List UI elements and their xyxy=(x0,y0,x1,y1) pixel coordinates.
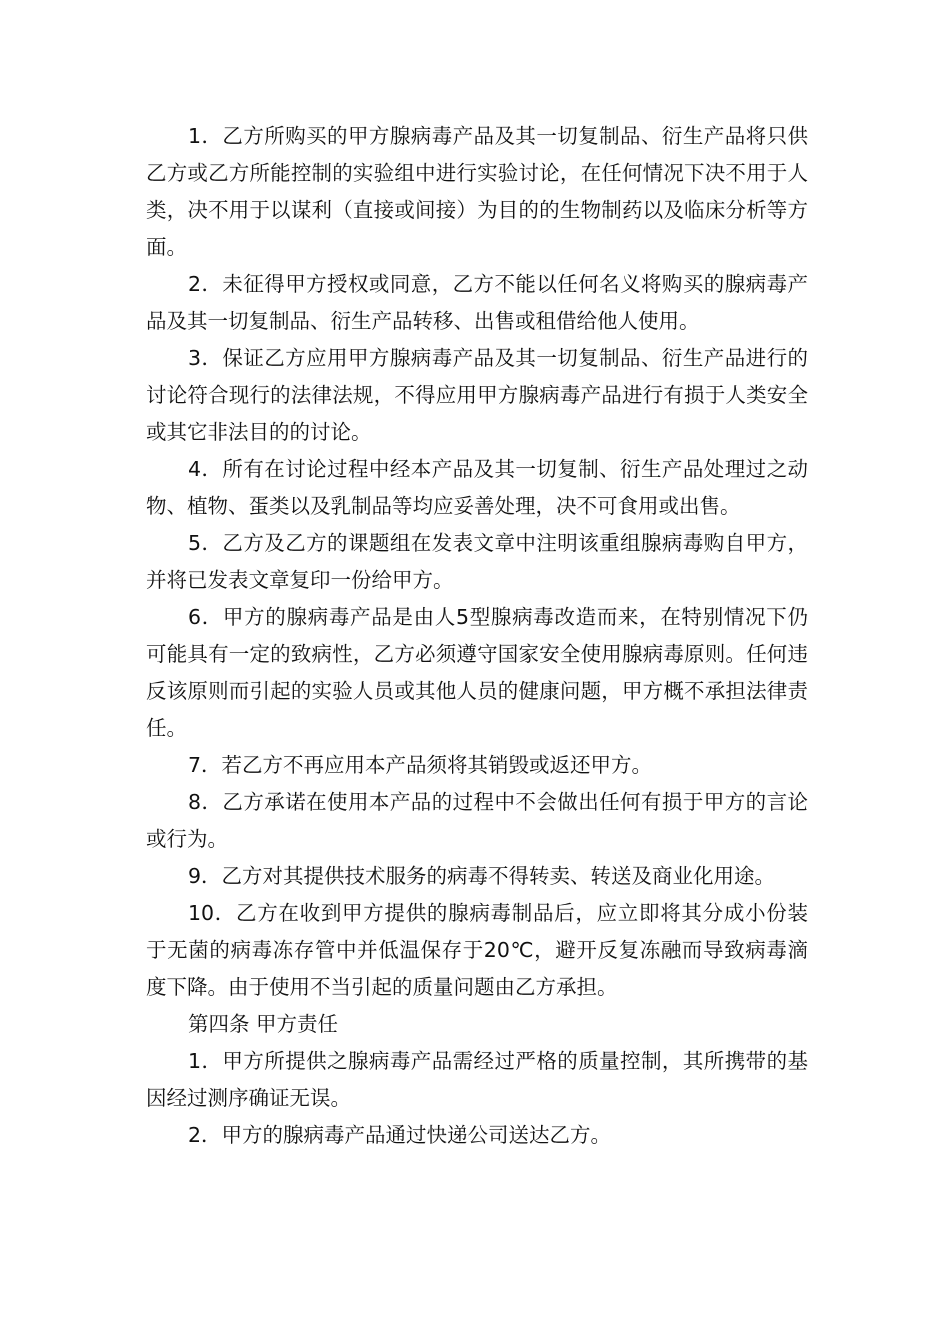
clause-item-6: 6．甲方的腺病毒产品是由人5型腺病毒改造而来，在特别情况下仍可能具有一定的致病性，乙方必须遵守国家安全使用腺病毒原则。任何违反该原则而引起的实验人员或其他人员的健康问题，甲方概不承担法律责任。 xyxy=(146,605,808,740)
clause-item-10: 10．乙方在收到甲方提供的腺病毒制品后，应立即将其分成小份装于无菌的病毒冻存管中并低温保存于20℃，避开反复冻融而导致病毒滴度下降。由于使用不当引起的质量问题由乙方承担。 xyxy=(146,901,808,999)
clause-item-1-party-a: 1．甲方所提供之腺病毒产品需经过严格的质量控制，其所携带的基因经过测序确证无误。 xyxy=(146,1049,808,1110)
clause-item-7: 7．若乙方不再应用本产品须将其销毁或返还甲方。 xyxy=(188,753,653,777)
clause-item-3: 3．保证乙方应用甲方腺病毒产品及其一切复制品、衍生产品进行的讨论符合现行的法律法规，不得应用甲方腺病毒产品进行有损于人类安全或其它非法目的的讨论。 xyxy=(146,346,808,444)
clause-item-9: 9．乙方对其提供技术服务的病毒不得转卖、转送及商业化用途。 xyxy=(188,864,776,888)
clause-item-5: 5．乙方及乙方的课题组在发表文章中注明该重组腺病毒购自甲方，并将已发表文章复印一份给甲方。 xyxy=(146,531,808,592)
section-heading: 第四条 甲方责任 xyxy=(188,1012,339,1036)
clause-item-2: 2．未征得甲方授权或同意，乙方不能以任何名义将购买的腺病毒产品及其一切复制品、衍生产品转移、出售或租借给他人使用。 xyxy=(146,272,808,333)
clause-item-8: 8．乙方承诺在使用本产品的过程中不会做出任何有损于甲方的言论或行为。 xyxy=(146,790,808,851)
clause-item-4: 4．所有在讨论过程中经本产品及其一切复制、衍生产品处理过之动物、植物、蛋类以及乳制品等均应妥善处理，决不可食用或出售。 xyxy=(146,457,808,518)
document-body xyxy=(146,118,808,1154)
clause-item-2-party-a: 2．甲方的腺病毒产品通过快递公司送达乙方。 xyxy=(188,1123,612,1147)
clause-item-1: 1．乙方所购买的甲方腺病毒产品及其一切复制品、衍生产品将只供乙方或乙方所能控制的实验组中进行实验讨论，在任何情况下决不用于人类，决不用于以谋利（直接或间接）为目的的生物制药以及临床分析等方面。 xyxy=(146,124,808,259)
